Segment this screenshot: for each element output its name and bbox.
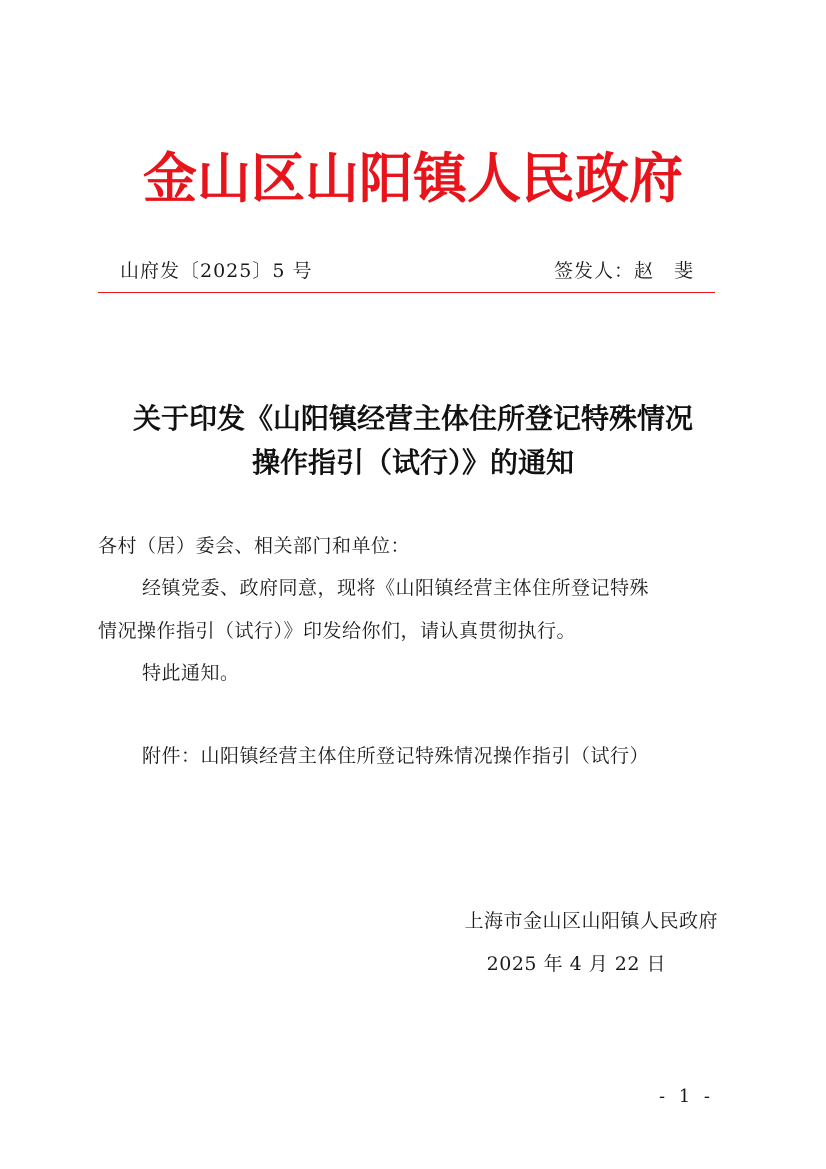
addressee: 各村（居）委会、相关部门和单位：	[98, 535, 411, 557]
issuer-signature: 上海市金山区山阳镇人民政府	[464, 910, 718, 932]
red-separator-line	[98, 292, 715, 293]
signer: 签发人：赵 斐	[553, 260, 694, 282]
document-number: 山府发〔2025〕5 号	[120, 260, 313, 282]
issuing-authority-header: 金山区山阳镇人民政府	[143, 146, 683, 210]
attachment-line: 附件：山阳镇经营主体住所登记特殊情况操作指引（试行）	[142, 745, 650, 767]
closing-remark: 特此通知。	[142, 662, 240, 684]
page-number: - 1 -	[658, 1086, 714, 1107]
title-line-2: 操作指引（试行）》的通知	[251, 446, 574, 479]
body-paragraph-line-1: 经镇党委、政府同意，现将《山阳镇经营主体住所登记特殊	[142, 577, 650, 599]
issue-date: 2025 年 4 月 22 日	[486, 953, 666, 975]
body-paragraph-line-2: 情况操作指引（试行）》印发给你们，请认真贯彻执行。	[98, 620, 577, 642]
document-title	[0, 397, 826, 485]
title-line-1: 关于印发《山阳镇经营主体住所登记特殊情况	[132, 402, 693, 435]
